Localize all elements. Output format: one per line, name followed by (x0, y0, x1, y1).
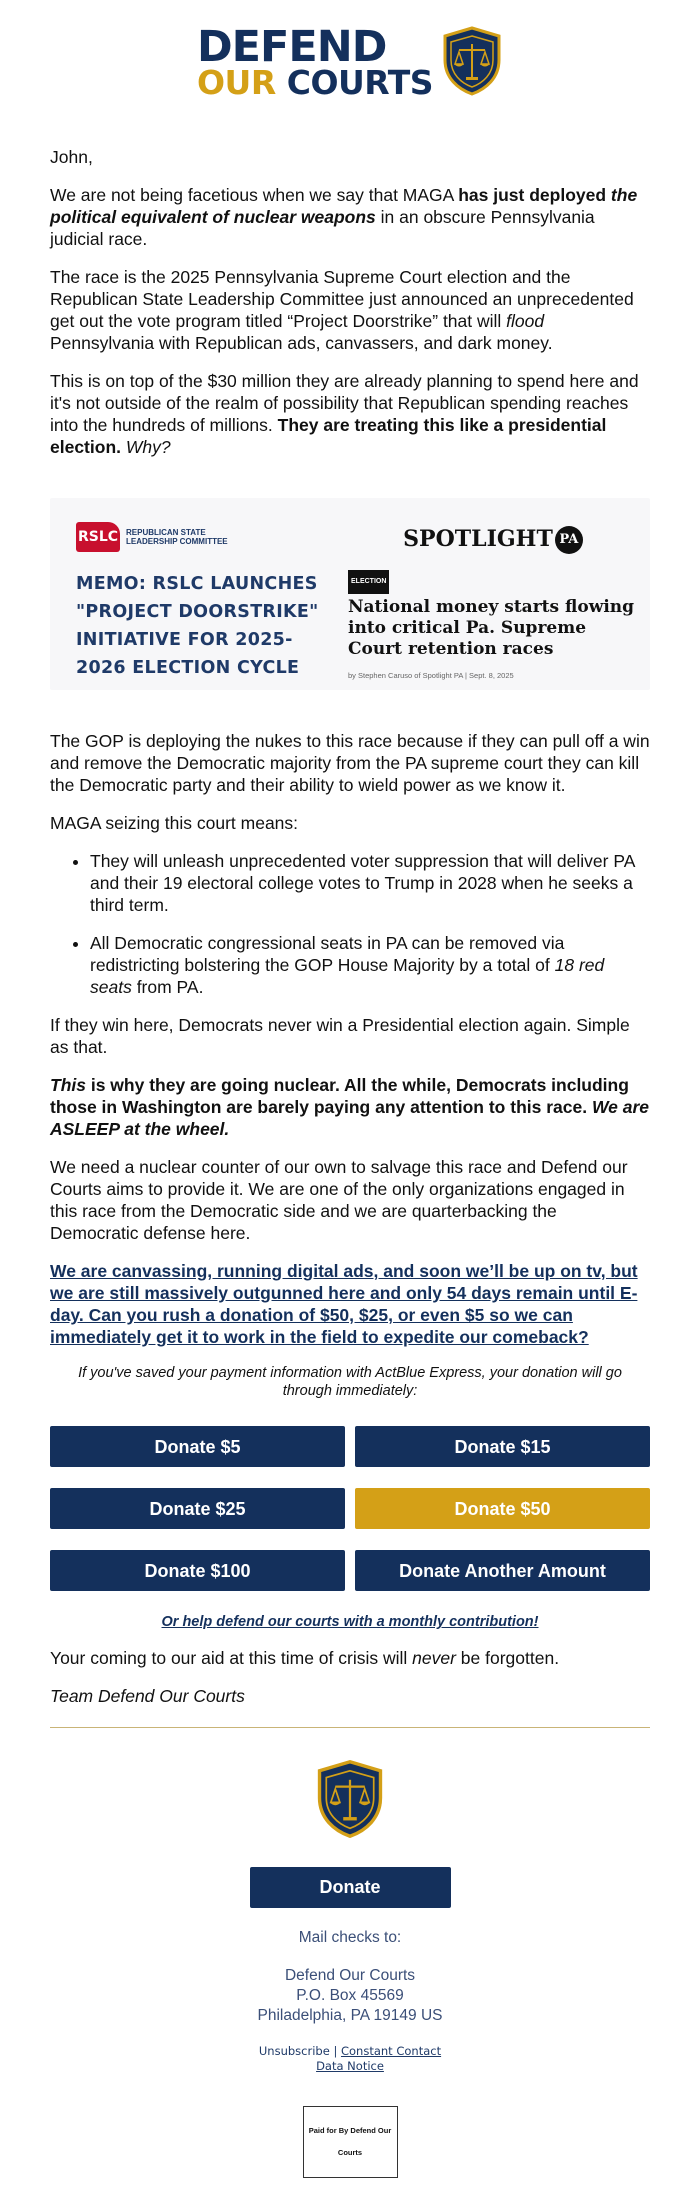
rslc-logo (76, 522, 326, 552)
footer-links (50, 2044, 650, 2074)
rslc-badge: RSLC (76, 522, 120, 552)
p1-text-d: in an obscure Pennsylvania judicial race. (50, 207, 595, 249)
paragraph-spending (50, 370, 650, 458)
donate-15-button[interactable]: Donate $15 (355, 1426, 650, 1467)
link-separator: | (329, 2044, 341, 2058)
donate-5-button[interactable]: Donate $5 (50, 1426, 345, 1467)
p7-bold-italic-a: This (50, 1075, 86, 1095)
p1-bold: has just deployed (458, 185, 611, 205)
mailing-address (50, 1966, 650, 2026)
closing-text-c: be forgotten. (455, 1648, 560, 1668)
list-item (90, 932, 650, 998)
donate-25-button[interactable]: Donate $25 (50, 1488, 345, 1529)
paragraph-nuclear-counter: We need a nuclear counter of our own to salvage this race and Defend our Courts aims to provide it. We are one of the only organizations engaged in this race from the Democratic side and we are quarterbacking the Democratic defense here. (50, 1157, 628, 1243)
paid-for-disclaimer: Paid for By Defend Our Courts (303, 2106, 398, 2178)
data-notice-link[interactable]: Data Notice (316, 2059, 384, 2073)
donation-appeal-link[interactable]: We are canvassing, running digital ads, and soon we’ll be up on tv, but we are still massively outgunned here and only 54 days remain until E-day. Can you rush a donation of $50, $25, or even $5 so we can immediately get it to work in the field to expedite our comeback? (50, 1261, 638, 1347)
outlet-badge: PA (555, 526, 583, 554)
address-line-3: Philadelphia, PA 19149 US (257, 2007, 443, 2024)
bullet2-text-a: All Democratic congressional seats in PA can be removed via redistricting bolstering the GOP House Majority by a total of (90, 933, 565, 975)
p2-text-a: The race is the 2025 Pennsylvania Supreme Court election and the Republican State Leadership Committee just announced an unprecedented get out the vote program titled “Project Doorstrike” that will (50, 267, 634, 331)
rslc-name: REPUBLICAN STATE LEADERSHIP COMMITTEE (126, 528, 228, 546)
p2-italic: flood (506, 311, 545, 331)
signoff (50, 1685, 650, 1707)
paragraph-asleep (50, 1074, 650, 1140)
spotlight-logo (348, 526, 638, 554)
p2-text-c: Pennsylvania with Republican ads, canvassers, and dark money. (50, 333, 553, 353)
signoff-text: Team Defend Our Courts (50, 1686, 245, 1706)
footer (50, 1758, 650, 2178)
bullet2-text-c: from PA. (131, 977, 204, 997)
shield-scales-icon (441, 26, 503, 101)
shield-scales-icon (315, 1758, 385, 1845)
donation-buttons (50, 1426, 650, 1591)
logo-our: OUR (196, 62, 276, 102)
logo-line-our-courts (196, 62, 434, 102)
closing-line (50, 1647, 650, 1669)
p3-text-a: This is on top of the $30 million they are already planning to spend here and it's not outside of the realm of possibility that Republican spending reaches into the hundreds of millions. (50, 371, 639, 435)
unsubscribe-link[interactable]: Unsubscribe (258, 2044, 330, 2058)
p3-italic: Why? (121, 437, 171, 457)
mail-checks-label: Mail checks to: (298, 1929, 402, 1946)
p7-bold-italic-c: We are ASLEEP at the wheel. (50, 1097, 650, 1139)
article-byline: by Stephen Caruso of Spotlight PA | Sept. 8, 2025 (348, 671, 514, 680)
p7-bold: is why they are going nuclear. All the while, Democrats including those in Washington are barely paying any attention to this race. (50, 1075, 629, 1117)
rslc-memo-panel (50, 498, 326, 690)
p3-bold: They are treating this like a presidential election. (50, 415, 607, 457)
list-item: • They will unleash unprecedented voter suppression that will deliver PA and their 19 electoral college votes to Trump in 2028 when he seeks a third term. (90, 850, 650, 916)
outlet-name: SPOTLIGHT (403, 526, 553, 552)
spotlight-article-panel (326, 498, 650, 690)
message-content (0, 146, 700, 2178)
constant-contact-link[interactable]: Constant Contact (340, 2044, 442, 2058)
donate-100-button[interactable]: Donate $100 (50, 1550, 345, 1591)
logo-wordmark (196, 22, 434, 102)
news-collage-image (50, 498, 650, 690)
closing-text-a: Your coming to our aid at this time of crisis will (50, 1648, 413, 1668)
greeting: John, (50, 147, 93, 167)
monthly-contribution-link[interactable]: Or help defend our courts with a monthly contribution! (161, 1614, 539, 1630)
donate-50-button[interactable]: Donate $50 (355, 1488, 650, 1529)
article-tag: ELECTION (348, 570, 389, 594)
paragraph-gop-nukes: The GOP is deploying the nukes to this race because if they can pull off a win and remove the Democratic majority from the PA supreme court they can kill the Democratic party and their ability to wield power as we know it. (50, 731, 650, 795)
memo-headline: MEMO: RSLC LAUNCHES "PROJECT DOORSTRIKE" INITIATIVE FOR 2025-2026 ELECTION CYCLE (76, 574, 319, 678)
donate-other-amount-button[interactable]: Donate Another Amount (355, 1550, 650, 1591)
bullet2-italic: 18 red seats (90, 955, 605, 997)
address-line-2: P.O. Box 45569 (296, 1987, 404, 2004)
logo-courts: COURTS (286, 62, 434, 102)
actblue-note: If you've saved your payment information with ActBlue Express, your donation will go through immediately: (78, 1365, 622, 1399)
logo-header (0, 0, 700, 118)
paragraph-maga-court: MAGA seizing this court means: (50, 813, 299, 833)
consequences-list (50, 850, 650, 998)
article-headline: National money starts flowing into critical Pa. Supreme Court retention races (348, 597, 635, 659)
footer-donate-button[interactable]: Donate (250, 1867, 451, 1908)
p1-bold-italic: the political equivalent of nuclear weapons (50, 185, 638, 227)
paragraph-race (50, 266, 650, 354)
logo-line-defend: DEFEND (196, 22, 387, 73)
paragraph-never-win: If they win here, Democrats never win a Presidential election again. Simple as that. (50, 1015, 630, 1057)
closing-italic: never (412, 1648, 456, 1668)
footer-divider (50, 1727, 650, 1728)
p1-text-a: We are not being facetious when we say that MAGA (50, 185, 459, 205)
address-line-1: Defend Our Courts (284, 1967, 416, 1984)
paragraph-nuclear (50, 184, 650, 250)
